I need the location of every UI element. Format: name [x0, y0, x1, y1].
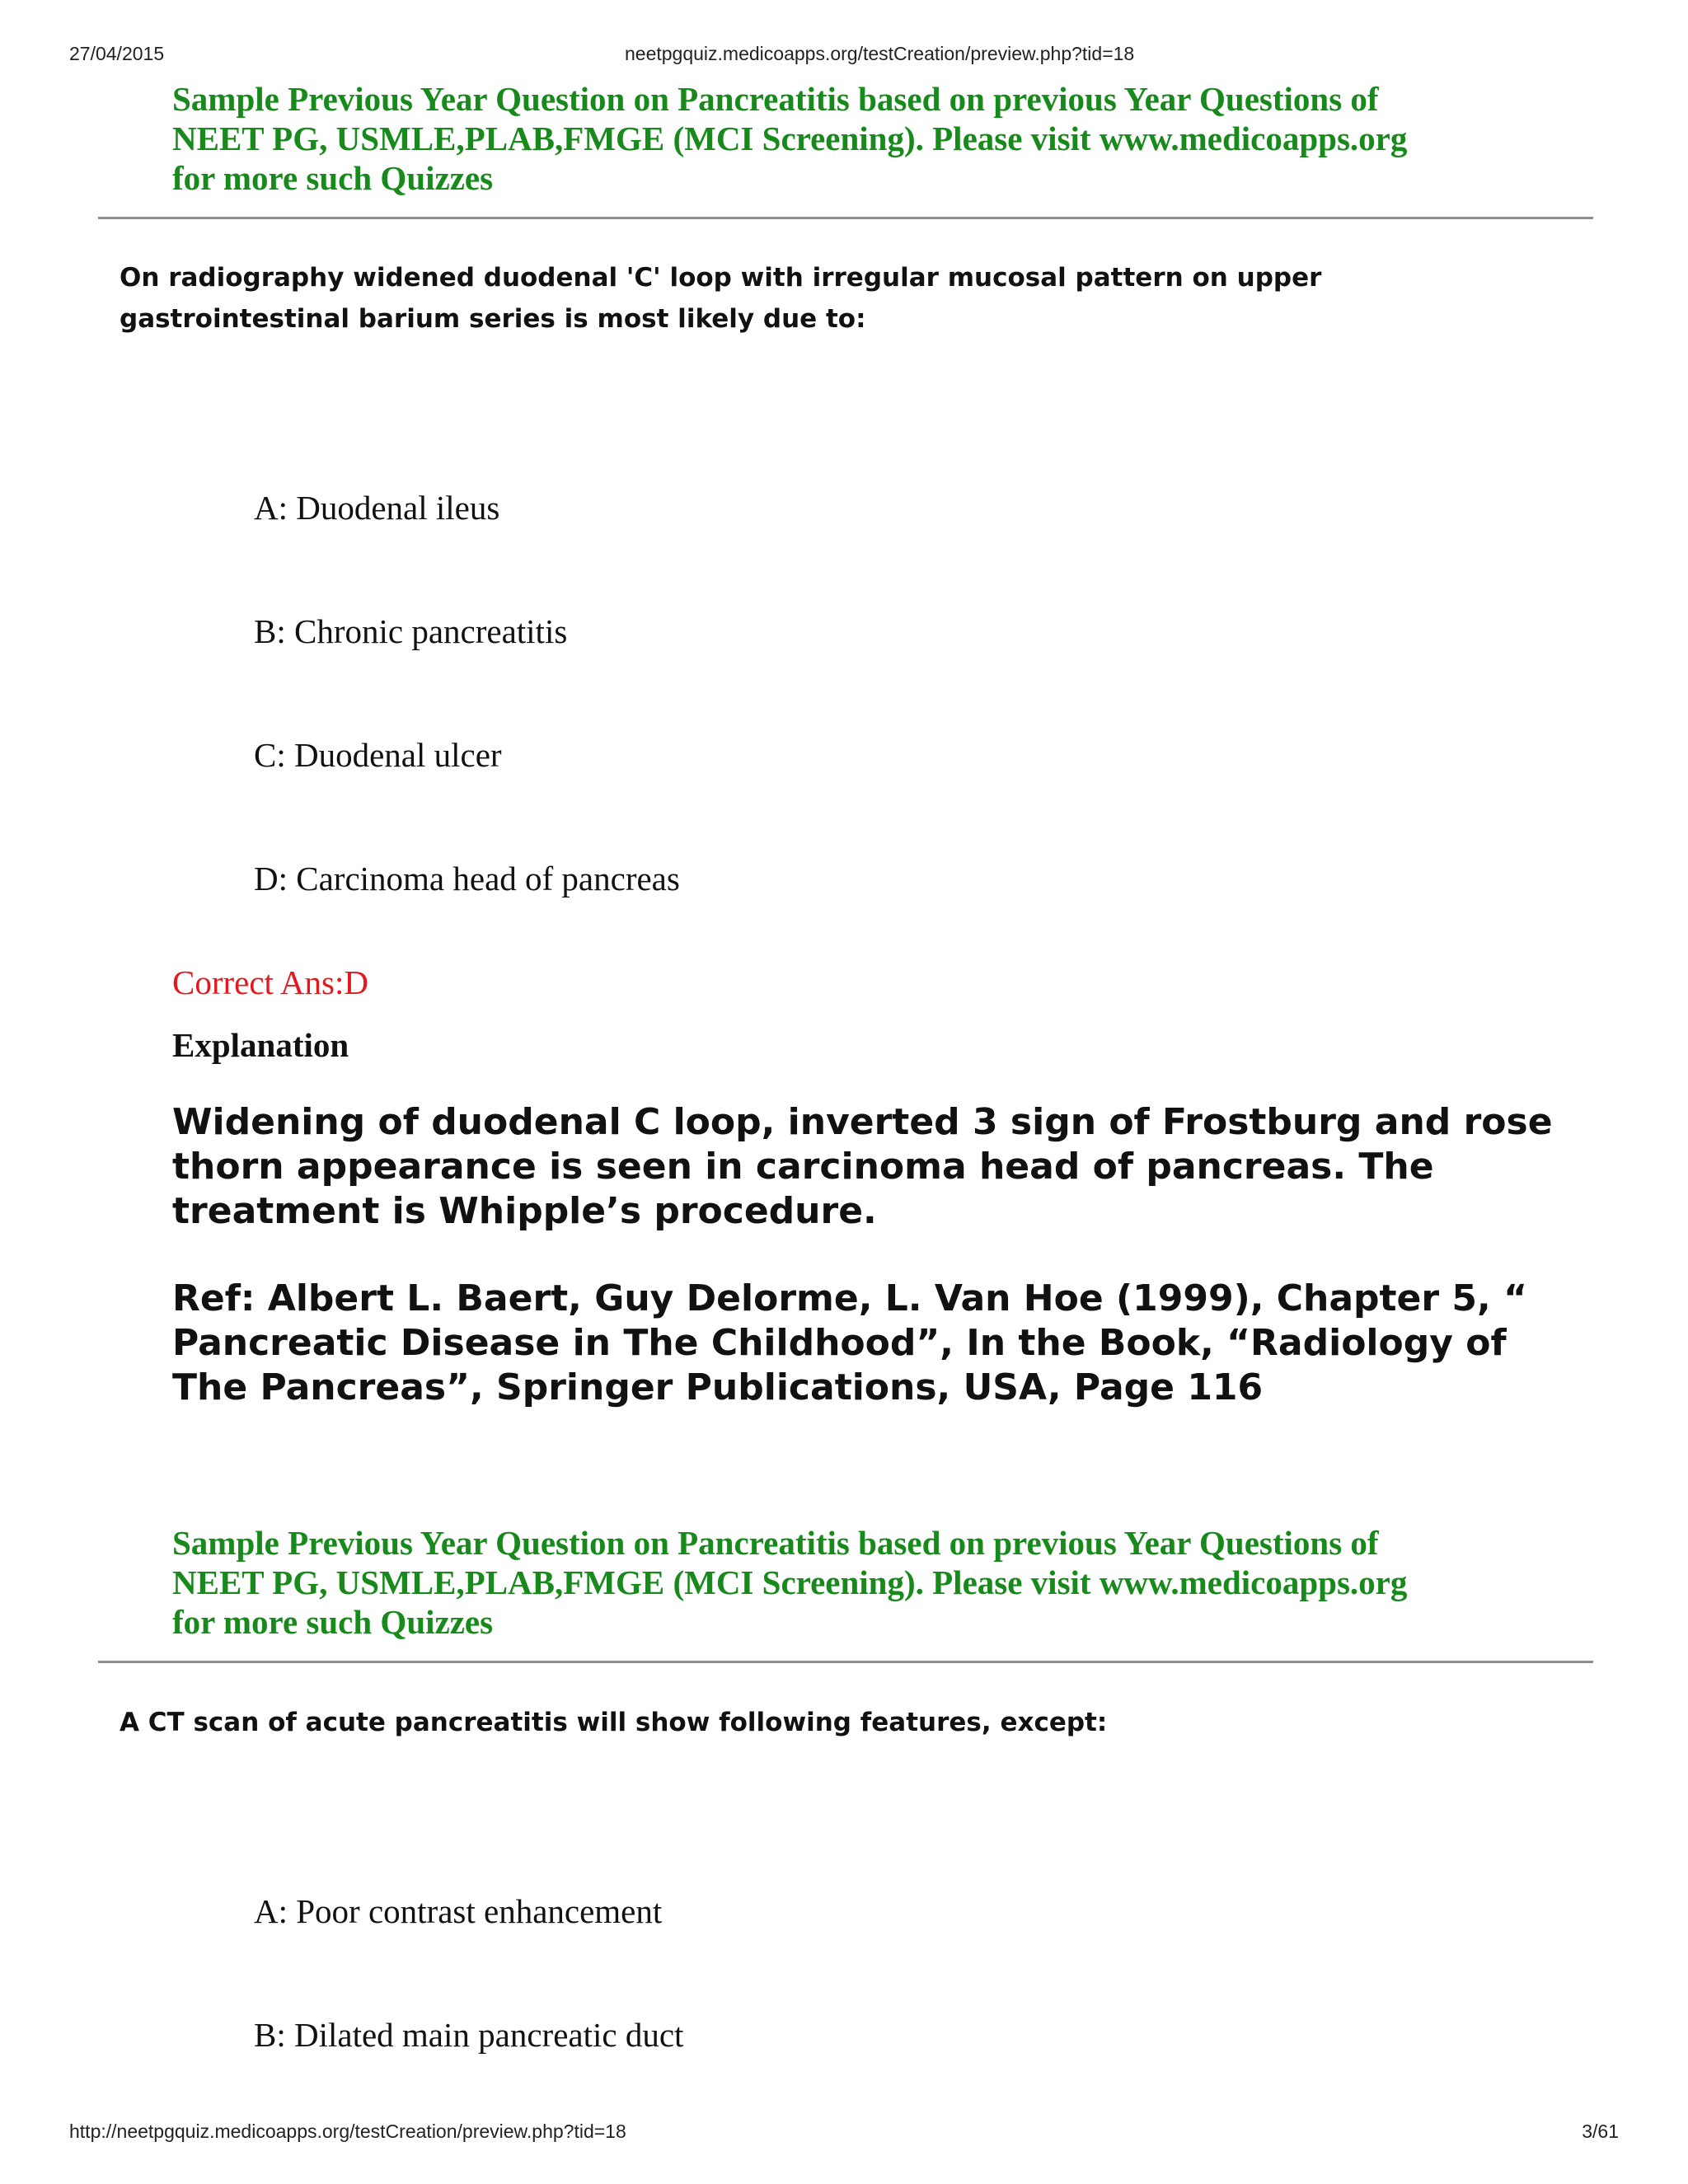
print-date: 27/04/2015: [69, 43, 165, 64]
divider: [98, 217, 1593, 219]
explanation-line: treatment is Whipple’s procedure.: [172, 1190, 877, 1232]
reference-line: The Pancreas”, Springer Publications, USA, Page 116: [172, 1366, 1264, 1408]
question-line: gastrointestinal barium series is most likely due to:: [120, 304, 866, 334]
reference-line: Pancreatic Disease in The Childhood”, In the Book, “Radiology of: [172, 1322, 1507, 1364]
option-b[interactable]: B: Dilated main pancreatic duct: [254, 2016, 684, 2054]
explanation-title: Explanation: [172, 1026, 349, 1064]
question-line: On radiography widened duodenal 'C' loop with irregular mucosal pattern on upper: [120, 263, 1322, 293]
banner-line: for more such Quizzes: [172, 159, 494, 197]
banner-line: for more such Quizzes: [172, 1603, 494, 1641]
banner-line: Sample Previous Year Question on Pancreatitis based on previous Year Questions of: [172, 80, 1379, 118]
correct-answer: Correct Ans:D: [172, 963, 368, 1001]
quiz-banner[interactable]: [172, 1523, 1524, 1642]
explanation-text: [172, 1100, 1557, 1234]
banner-line: NEET PG, USMLE,PLAB,FMGE (MCI Screening). Please visit www.medicoapps.org: [172, 120, 1408, 157]
question-line: A CT scan of acute pancreatitis will show following features, except:: [120, 1708, 1108, 1737]
explanation-line: thorn appearance is seen in carcinoma head of pancreas. The: [172, 1146, 1434, 1188]
print-footer-url: http://neetpgquiz.medicoapps.org/testCreation/preview.php?tid=18: [69, 2121, 626, 2142]
banner-line: Sample Previous Year Question on Pancreatitis based on previous Year Questions of: [172, 1524, 1379, 1562]
print-header-url: neetpgquiz.medicoapps.org/testCreation/preview.php?tid=18: [625, 43, 1135, 64]
option-c[interactable]: C: Duodenal ulcer: [254, 736, 502, 774]
banner-line: NEET PG, USMLE,PLAB,FMGE (MCI Screening). Please visit www.medicoapps.org: [172, 1563, 1408, 1601]
reference-text: [172, 1277, 1557, 1410]
option-b[interactable]: B: Chronic pancreatitis: [254, 612, 568, 650]
option-d[interactable]: D: Carcinoma head of pancreas: [254, 860, 680, 898]
question-text: [120, 257, 1537, 340]
question-text: [120, 1702, 1537, 1743]
explanation-line: Widening of duodenal C loop, inverted 3 sign of Frostburg and rose: [172, 1101, 1553, 1143]
quiz-banner[interactable]: [172, 79, 1524, 198]
divider: [98, 1661, 1593, 1663]
option-a[interactable]: A: Duodenal ileus: [254, 489, 500, 527]
page-number: 3/61: [1582, 2121, 1619, 2142]
reference-line: Ref: Albert L. Baert, Guy Delorme, L. Van Hoe (1999), Chapter 5, “: [172, 1277, 1527, 1319]
option-a[interactable]: A: Poor contrast enhancement: [254, 1892, 663, 1930]
